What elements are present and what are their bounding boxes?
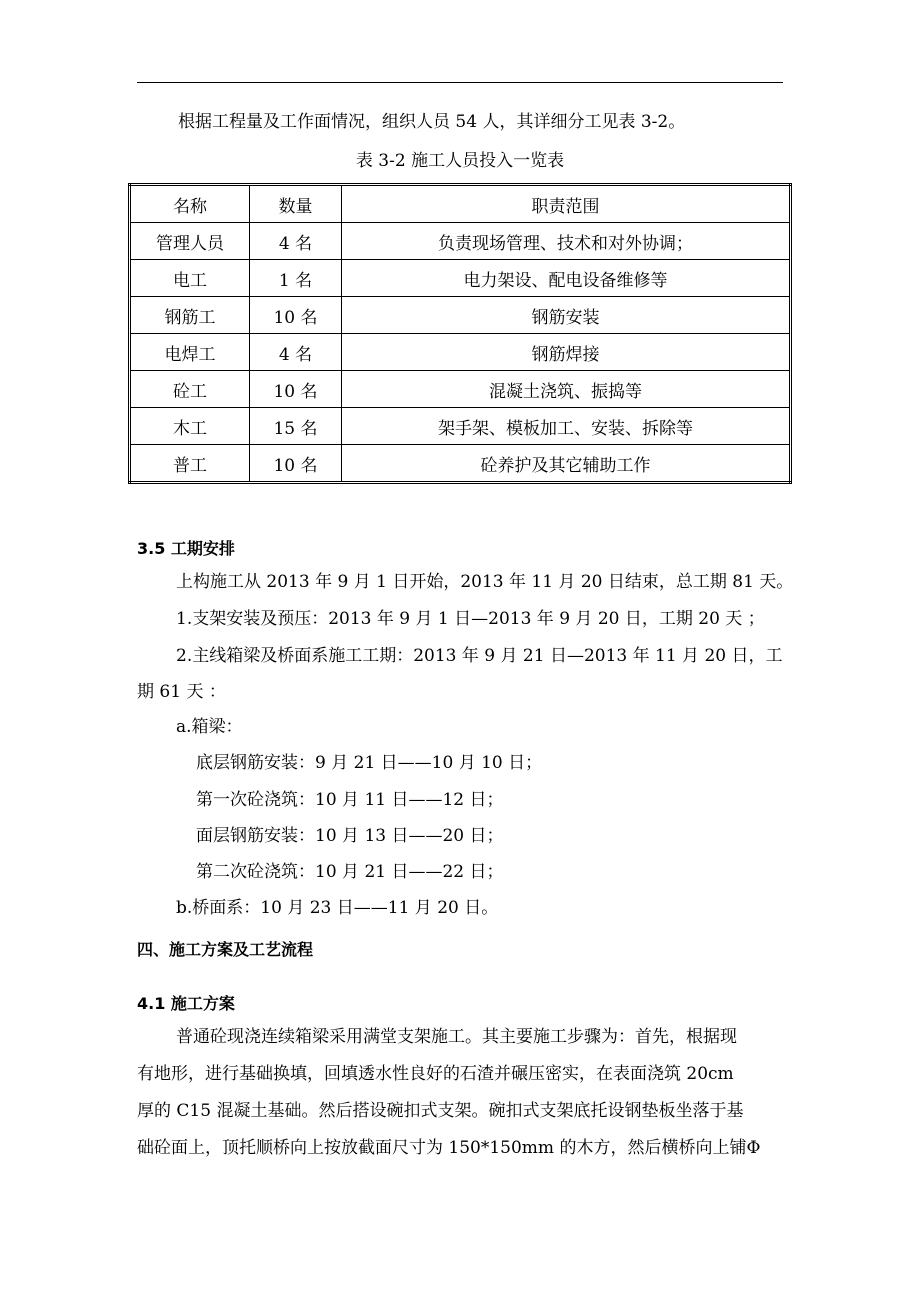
table-row	[130, 297, 791, 334]
staff-table	[128, 183, 792, 484]
cell-duty: 混凝土浇筑、振捣等	[342, 371, 791, 408]
schedule-item-2-cont: 期 61 天 ：	[137, 682, 226, 702]
schedule-item-2: 2.主线箱梁及桥面系施工工期：2013 年 9 月 21 日—2013 年 11 月 20 日，工	[176, 646, 783, 666]
cell-count: 10 名	[250, 297, 342, 334]
cell-count: 10 名	[250, 445, 342, 483]
cell-duty: 钢筋安装	[342, 297, 791, 334]
construction-plan-line: 厚的 C15 混凝土基础。然后搭设碗扣式支架。碗扣式支架底托设钢垫板坐落于基	[137, 1101, 744, 1121]
cell-duty: 负责现场管理、技术和对外协调；	[342, 223, 791, 260]
cell-name: 砼工	[130, 371, 250, 408]
deck-system-item: b.桥面系：10 月 23 日——11 月 20 日。	[176, 898, 499, 918]
table-row	[130, 260, 791, 297]
table-row	[130, 445, 791, 483]
cell-name: 木工	[130, 408, 250, 445]
table-row	[130, 334, 791, 371]
box-girder-step: 第二次砼浇筑：10 月 21 日——22 日；	[196, 862, 504, 882]
cell-count: 10 名	[250, 371, 342, 408]
header-name: 名称	[130, 185, 250, 223]
cell-count: 4 名	[250, 334, 342, 371]
cell-name: 钢筋工	[130, 297, 250, 334]
header-duty: 职责范围	[342, 185, 791, 223]
cell-count: 4 名	[250, 223, 342, 260]
cell-count: 15 名	[250, 408, 342, 445]
table-row	[130, 223, 791, 260]
cell-count: 1 名	[250, 260, 342, 297]
cell-duty: 架手架、模板加工、安装、拆除等	[342, 408, 791, 445]
cell-duty: 砼养护及其它辅助工作	[342, 445, 791, 483]
table-header-row	[130, 185, 791, 223]
box-girder-label: a.箱梁：	[176, 717, 243, 737]
cell-duty: 电力架设、配电设备维修等	[342, 260, 791, 297]
cell-name: 电焊工	[130, 334, 250, 371]
table-caption: 表 3-2 施工人员投入一览表	[355, 151, 565, 171]
construction-plan-line: 础砼面上，顶托顺桥向上按放截面尺寸为 150*150mm 的木方，然后横桥向上铺Φ	[137, 1138, 761, 1158]
construction-plan-line: 有地形，进行基础换填，回填透水性良好的石渣并碾压密实，在表面浇筑 20cm	[137, 1064, 734, 1084]
cell-name: 管理人员	[130, 223, 250, 260]
section-heading-3-5: 3.5 工期安排	[137, 539, 235, 558]
box-girder-step: 底层钢筋安装：9 月 21 日——10 月 10 日；	[196, 753, 543, 773]
construction-plan-line: 普通砼现浇连续箱梁采用满堂支架施工。其主要施工步骤为：首先，根据现	[176, 1027, 737, 1047]
box-girder-step: 面层钢筋安装：10 月 13 日——20 日；	[196, 826, 504, 846]
chapter-heading-4: 四、施工方案及工艺流程	[137, 940, 314, 959]
intro-paragraph: 根据工程量及工作面情况，组织人员 54 人，其详细分工见表 3-2。	[178, 112, 686, 132]
cell-duty: 钢筋焊接	[342, 334, 791, 371]
header-count: 数量	[250, 185, 342, 223]
schedule-summary: 上构施工从 2013 年 9 月 1 日开始，2013 年 11 月 20 日结束，总工期 81 天。	[176, 572, 794, 592]
table-row	[130, 371, 791, 408]
cell-name: 电工	[130, 260, 250, 297]
table-row	[130, 408, 791, 445]
box-girder-step: 第一次砼浇筑：10 月 11 日——12 日；	[196, 790, 504, 810]
header-rule	[137, 82, 783, 83]
section-heading-4-1: 4.1 施工方案	[137, 994, 235, 1013]
schedule-item-1: 1.支架安装及预压：2013 年 9 月 1 日—2013 年 9 月 20 日，工期 20 天 ；	[176, 609, 765, 629]
cell-name: 普工	[130, 445, 250, 483]
